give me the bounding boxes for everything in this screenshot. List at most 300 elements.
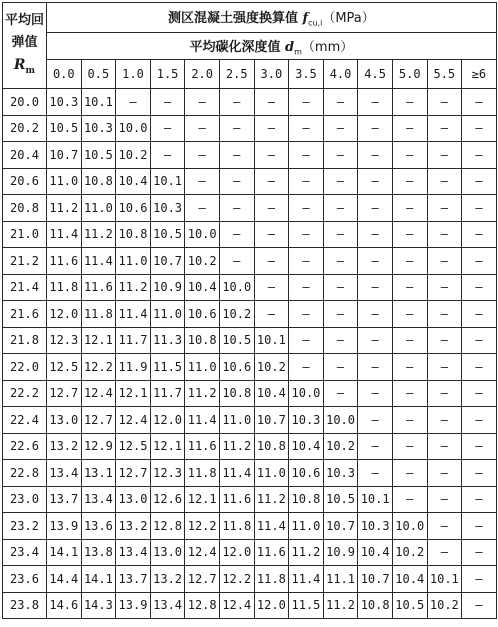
strength-cell: 10.2	[116, 142, 151, 169]
strength-cell: 12.1	[116, 380, 151, 407]
table-row	[3, 248, 497, 275]
strength-cell: —	[462, 566, 497, 593]
strength-cell: 10.5	[150, 221, 185, 248]
strength-cell: —	[392, 221, 427, 248]
column-header: ≥6	[462, 60, 497, 89]
rebound-value-cell: 21.4	[3, 274, 47, 301]
table-row	[3, 486, 497, 513]
strength-cell: —	[392, 89, 427, 116]
strength-cell: 14.4	[47, 566, 82, 593]
strength-cell: —	[219, 142, 254, 169]
header-row-subtitle	[3, 33, 497, 60]
strength-cell: 11.2	[81, 221, 116, 248]
rebound-value-cell: 22.0	[3, 354, 47, 381]
rebound-value-cell: 23.6	[3, 566, 47, 593]
strength-cell: 12.7	[185, 566, 220, 593]
strength-cell: —	[219, 221, 254, 248]
strength-cell: —	[392, 142, 427, 169]
strength-cell: 10.4	[358, 539, 393, 566]
strength-cell: —	[185, 168, 220, 195]
strength-cell: 11.5	[150, 354, 185, 381]
strength-cell: 11.8	[81, 301, 116, 328]
rebound-value-cell: 21.6	[3, 301, 47, 328]
strength-cell: —	[392, 301, 427, 328]
strength-cell: 11.2	[254, 486, 289, 513]
strength-cell: —	[358, 301, 393, 328]
strength-cell: —	[462, 274, 497, 301]
strength-cell: —	[358, 221, 393, 248]
strength-cell: —	[323, 115, 358, 142]
strength-cell: —	[427, 195, 462, 222]
strength-cell: —	[289, 89, 324, 116]
strength-cell: 11.4	[185, 407, 220, 434]
strength-cell: 10.1	[81, 89, 116, 116]
strength-cell: 11.4	[116, 301, 151, 328]
strength-cell: 11.4	[254, 513, 289, 540]
table-row	[3, 407, 497, 434]
strength-cell: —	[219, 248, 254, 275]
strength-cell: —	[289, 248, 324, 275]
strength-cell: 13.0	[150, 539, 185, 566]
column-header: 5.5	[427, 60, 462, 89]
strength-cell: 14.6	[47, 592, 82, 619]
strength-cell: —	[462, 354, 497, 381]
strength-cell: 10.7	[47, 142, 82, 169]
strength-cell: 10.5	[219, 327, 254, 354]
strength-cell: 12.0	[254, 592, 289, 619]
strength-cell: 12.8	[185, 592, 220, 619]
strength-cell: 13.1	[81, 460, 116, 487]
strength-cell: —	[289, 168, 324, 195]
strength-cell: 10.9	[150, 274, 185, 301]
strength-cell: —	[392, 168, 427, 195]
strength-cell: —	[150, 115, 185, 142]
rebound-value-cell: 22.4	[3, 407, 47, 434]
column-header: 0.5	[81, 60, 116, 89]
strength-cell: 11.4	[47, 221, 82, 248]
strength-cell: 12.3	[150, 460, 185, 487]
strength-cell: —	[462, 168, 497, 195]
table-row	[3, 380, 497, 407]
strength-cell: 12.4	[185, 539, 220, 566]
strength-cell: 10.7	[254, 407, 289, 434]
strength-cell: 13.2	[116, 513, 151, 540]
table-row	[3, 513, 497, 540]
strength-cell: —	[185, 195, 220, 222]
strength-cell: —	[289, 115, 324, 142]
strength-cell: 10.0	[289, 380, 324, 407]
table-row	[3, 566, 497, 593]
strength-cell: 13.6	[81, 513, 116, 540]
table-row	[3, 539, 497, 566]
strength-cell: —	[462, 248, 497, 275]
strength-cell: 12.8	[150, 513, 185, 540]
rebound-value-cell: 23.4	[3, 539, 47, 566]
strength-cell: —	[323, 274, 358, 301]
strength-cell: —	[289, 274, 324, 301]
table-row	[3, 301, 497, 328]
rebound-value-cell: 20.2	[3, 115, 47, 142]
strength-cell: —	[392, 380, 427, 407]
strength-cell: —	[150, 89, 185, 116]
strength-cell: 13.0	[116, 486, 151, 513]
strength-cell: 10.1	[254, 327, 289, 354]
column-header: 0.0	[47, 60, 82, 89]
strength-cell: 10.0	[219, 274, 254, 301]
strength-cell: —	[462, 433, 497, 460]
strength-cell: 13.8	[81, 539, 116, 566]
strength-cell: 10.5	[392, 592, 427, 619]
strength-cell: 13.2	[150, 566, 185, 593]
strength-cell: 10.0	[392, 513, 427, 540]
table-subtitle: 平均碳化深度值 $d_m(mm)$	[47, 33, 497, 60]
strength-cell: —	[150, 142, 185, 169]
strength-cell: 10.3	[47, 89, 82, 116]
strength-cell: 11.8	[254, 566, 289, 593]
strength-cell: 12.5	[116, 433, 151, 460]
strength-cell: 10.6	[219, 354, 254, 381]
strength-cell: 12.0	[150, 407, 185, 434]
rebound-value-cell: 23.0	[3, 486, 47, 513]
strength-cell: —	[427, 460, 462, 487]
table-row	[3, 142, 497, 169]
strength-cell: 10.1	[427, 566, 462, 593]
strength-cell: —	[462, 89, 497, 116]
strength-cell: 13.4	[47, 460, 82, 487]
strength-cell: —	[392, 407, 427, 434]
strength-cell: 12.5	[47, 354, 82, 381]
strength-cell: 10.8	[116, 221, 151, 248]
table-row	[3, 168, 497, 195]
strength-cell: 10.2	[254, 354, 289, 381]
strength-cell: 11.3	[150, 327, 185, 354]
strength-cell: 13.4	[150, 592, 185, 619]
strength-cell: —	[427, 539, 462, 566]
rebound-value-cell: 21.2	[3, 248, 47, 275]
strength-cell: 12.1	[81, 327, 116, 354]
strength-cell: 14.1	[47, 539, 82, 566]
strength-cell: 12.4	[116, 407, 151, 434]
strength-cell: 11.0	[150, 301, 185, 328]
table-row	[3, 89, 497, 116]
strength-cell: —	[219, 115, 254, 142]
strength-cell: 12.6	[150, 486, 185, 513]
strength-cell: —	[185, 115, 220, 142]
stub-header-line1: 平均回	[4, 12, 44, 28]
strength-cell: —	[462, 327, 497, 354]
strength-cell: —	[358, 407, 393, 434]
strength-cell: 11.4	[289, 566, 324, 593]
strength-cell: —	[462, 195, 497, 222]
strength-cell: 13.4	[81, 486, 116, 513]
strength-cell: 12.7	[116, 460, 151, 487]
strength-cell: 12.2	[185, 513, 220, 540]
strength-cell: 12.1	[150, 433, 185, 460]
strength-cell: 11.7	[116, 327, 151, 354]
strength-cell: —	[116, 89, 151, 116]
strength-cell: 11.2	[219, 433, 254, 460]
strength-cell: —	[462, 301, 497, 328]
rebound-value-cell: 21.8	[3, 327, 47, 354]
table-title: 测区混凝土强度换算值 $f_{cu,i}(MPa)$	[47, 3, 497, 33]
strength-cell: 11.2	[289, 539, 324, 566]
strength-cell: —	[358, 142, 393, 169]
strength-conversion-table	[2, 2, 497, 619]
column-header: 2.5	[219, 60, 254, 89]
strength-cell: —	[358, 274, 393, 301]
strength-cell: 11.0	[219, 407, 254, 434]
strength-cell: —	[289, 195, 324, 222]
table-row	[3, 460, 497, 487]
strength-cell: 10.4	[185, 274, 220, 301]
strength-cell: —	[462, 486, 497, 513]
table-row	[3, 592, 497, 619]
strength-cell: 10.7	[358, 566, 393, 593]
strength-cell: 10.5	[323, 486, 358, 513]
strength-cell: —	[427, 327, 462, 354]
strength-cell: —	[289, 221, 324, 248]
strength-cell: 14.1	[81, 566, 116, 593]
strength-cell: 10.2	[323, 433, 358, 460]
strength-cell: —	[427, 115, 462, 142]
strength-cell: —	[254, 142, 289, 169]
table-row	[3, 195, 497, 222]
strength-cell: —	[462, 460, 497, 487]
strength-cell: 13.7	[116, 566, 151, 593]
rebound-value-cell: 23.8	[3, 592, 47, 619]
strength-cell: 10.8	[185, 327, 220, 354]
strength-cell: —	[323, 168, 358, 195]
column-header: 5.0	[392, 60, 427, 89]
strength-cell: 11.8	[219, 513, 254, 540]
strength-cell: 11.6	[219, 486, 254, 513]
column-header: 1.0	[116, 60, 151, 89]
strength-cell: —	[358, 327, 393, 354]
strength-cell: —	[289, 354, 324, 381]
strength-cell: —	[254, 89, 289, 116]
strength-cell: —	[392, 486, 427, 513]
table-row	[3, 274, 497, 301]
strength-cell: —	[462, 592, 497, 619]
strength-cell: —	[323, 354, 358, 381]
strength-cell: 12.2	[81, 354, 116, 381]
strength-cell: 12.9	[81, 433, 116, 460]
strength-cell: —	[392, 433, 427, 460]
strength-cell: —	[219, 89, 254, 116]
rebound-value-cell: 20.6	[3, 168, 47, 195]
strength-cell: 10.8	[81, 168, 116, 195]
strength-cell: 11.5	[289, 592, 324, 619]
strength-cell: 10.8	[219, 380, 254, 407]
strength-cell: 11.0	[81, 195, 116, 222]
strength-cell: 10.6	[116, 195, 151, 222]
strength-cell: 11.2	[323, 592, 358, 619]
strength-cell: 12.3	[47, 327, 82, 354]
strength-cell: 11.8	[47, 274, 82, 301]
strength-cell: 13.2	[47, 433, 82, 460]
strength-cell: —	[254, 195, 289, 222]
strength-cell: —	[427, 407, 462, 434]
column-header: 4.5	[358, 60, 393, 89]
strength-cell: —	[427, 354, 462, 381]
strength-cell: 13.0	[47, 407, 82, 434]
strength-cell: —	[427, 380, 462, 407]
strength-cell: —	[358, 115, 393, 142]
strength-cell: 10.6	[185, 301, 220, 328]
strength-cell: —	[254, 274, 289, 301]
rebound-value-cell: 20.4	[3, 142, 47, 169]
strength-cell: —	[392, 115, 427, 142]
strength-cell: 10.4	[392, 566, 427, 593]
rebound-value-cell: 22.2	[3, 380, 47, 407]
strength-cell: —	[427, 301, 462, 328]
strength-cell: 13.9	[47, 513, 82, 540]
strength-cell: 11.0	[185, 354, 220, 381]
strength-cell: 10.4	[254, 380, 289, 407]
strength-cell: 10.2	[219, 301, 254, 328]
strength-cell: 14.3	[81, 592, 116, 619]
strength-cell: —	[427, 89, 462, 116]
strength-cell: —	[185, 142, 220, 169]
strength-cell: 10.3	[289, 407, 324, 434]
strength-cell: 11.6	[254, 539, 289, 566]
strength-cell: —	[358, 195, 393, 222]
strength-cell: —	[392, 327, 427, 354]
column-header: 2.0	[185, 60, 220, 89]
strength-cell: —	[358, 248, 393, 275]
strength-cell: 10.0	[116, 115, 151, 142]
strength-cell: —	[323, 248, 358, 275]
strength-cell: —	[462, 380, 497, 407]
strength-cell: 11.0	[47, 168, 82, 195]
stub-header	[3, 3, 47, 89]
rebound-value-cell: 20.0	[3, 89, 47, 116]
strength-cell: 11.2	[47, 195, 82, 222]
strength-cell: —	[254, 248, 289, 275]
strength-cell: 12.2	[219, 566, 254, 593]
strength-cell: —	[462, 221, 497, 248]
strength-cell: 11.8	[185, 460, 220, 487]
strength-cell: 10.7	[150, 248, 185, 275]
strength-cell: 10.3	[150, 195, 185, 222]
strength-cell: 12.0	[47, 301, 82, 328]
strength-cell: 13.7	[47, 486, 82, 513]
strength-cell: —	[254, 221, 289, 248]
strength-cell: 11.6	[47, 248, 82, 275]
strength-cell: —	[427, 486, 462, 513]
strength-cell: —	[323, 89, 358, 116]
strength-cell: —	[323, 327, 358, 354]
strength-cell: —	[427, 433, 462, 460]
strength-cell: 10.8	[289, 486, 324, 513]
strength-cell: —	[462, 407, 497, 434]
rebound-value-cell: 22.6	[3, 433, 47, 460]
rebound-value-cell: 20.8	[3, 195, 47, 222]
strength-cell: 11.6	[81, 274, 116, 301]
strength-cell: 10.3	[323, 460, 358, 487]
strength-cell: —	[358, 433, 393, 460]
strength-cell: 10.4	[116, 168, 151, 195]
strength-cell: 10.8	[358, 592, 393, 619]
strength-cell: —	[392, 354, 427, 381]
strength-cell: 10.6	[289, 460, 324, 487]
strength-cell: —	[358, 89, 393, 116]
strength-cell: —	[358, 380, 393, 407]
strength-cell: 11.2	[116, 274, 151, 301]
table-row	[3, 354, 497, 381]
strength-cell: 10.9	[323, 539, 358, 566]
rebound-value-cell: 22.8	[3, 460, 47, 487]
strength-cell: 12.7	[47, 380, 82, 407]
strength-cell: —	[462, 115, 497, 142]
strength-cell: 10.5	[47, 115, 82, 142]
strength-cell: 10.0	[185, 221, 220, 248]
strength-cell: —	[392, 248, 427, 275]
stub-header-symbol: $R_m$	[13, 56, 36, 76]
rebound-value-cell: 21.0	[3, 221, 47, 248]
strength-cell: —	[462, 513, 497, 540]
strength-cell: —	[323, 221, 358, 248]
strength-cell: —	[323, 380, 358, 407]
strength-cell: 13.9	[116, 592, 151, 619]
strength-cell: 11.1	[323, 566, 358, 593]
strength-cell: 11.0	[289, 513, 324, 540]
strength-cell: 11.6	[185, 433, 220, 460]
strength-cell: 11.7	[150, 380, 185, 407]
strength-cell: —	[462, 142, 497, 169]
strength-cell: —	[392, 195, 427, 222]
strength-cell: —	[254, 168, 289, 195]
strength-cell: 10.4	[289, 433, 324, 460]
strength-cell: —	[219, 195, 254, 222]
rebound-value-cell: 23.2	[3, 513, 47, 540]
strength-cell: —	[358, 168, 393, 195]
strength-cell: 11.4	[81, 248, 116, 275]
strength-cell: 10.8	[254, 433, 289, 460]
strength-cell: —	[427, 274, 462, 301]
strength-cell: 10.0	[323, 407, 358, 434]
strength-cell: —	[358, 354, 393, 381]
strength-cell: —	[427, 168, 462, 195]
strength-cell: —	[185, 89, 220, 116]
strength-cell: —	[323, 301, 358, 328]
strength-cell: 11.0	[116, 248, 151, 275]
strength-cell: —	[462, 539, 497, 566]
header-row-title	[3, 3, 497, 33]
strength-cell: —	[392, 274, 427, 301]
strength-cell: —	[358, 460, 393, 487]
strength-cell: 10.2	[185, 248, 220, 275]
strength-cell: 12.7	[81, 407, 116, 434]
column-header: 3.0	[254, 60, 289, 89]
strength-cell: —	[427, 248, 462, 275]
strength-cell: —	[427, 221, 462, 248]
strength-cell: 10.5	[81, 142, 116, 169]
strength-cell: —	[254, 115, 289, 142]
strength-cell: —	[323, 142, 358, 169]
strength-cell: 12.1	[185, 486, 220, 513]
table-row	[3, 115, 497, 142]
table-row	[3, 327, 497, 354]
strength-cell: 10.7	[323, 513, 358, 540]
strength-cell: —	[289, 327, 324, 354]
strength-cell: 12.0	[219, 539, 254, 566]
strength-cell: —	[427, 513, 462, 540]
strength-cell: 10.3	[358, 513, 393, 540]
strength-cell: 12.4	[219, 592, 254, 619]
strength-cell: 13.4	[116, 539, 151, 566]
strength-cell: 11.9	[116, 354, 151, 381]
